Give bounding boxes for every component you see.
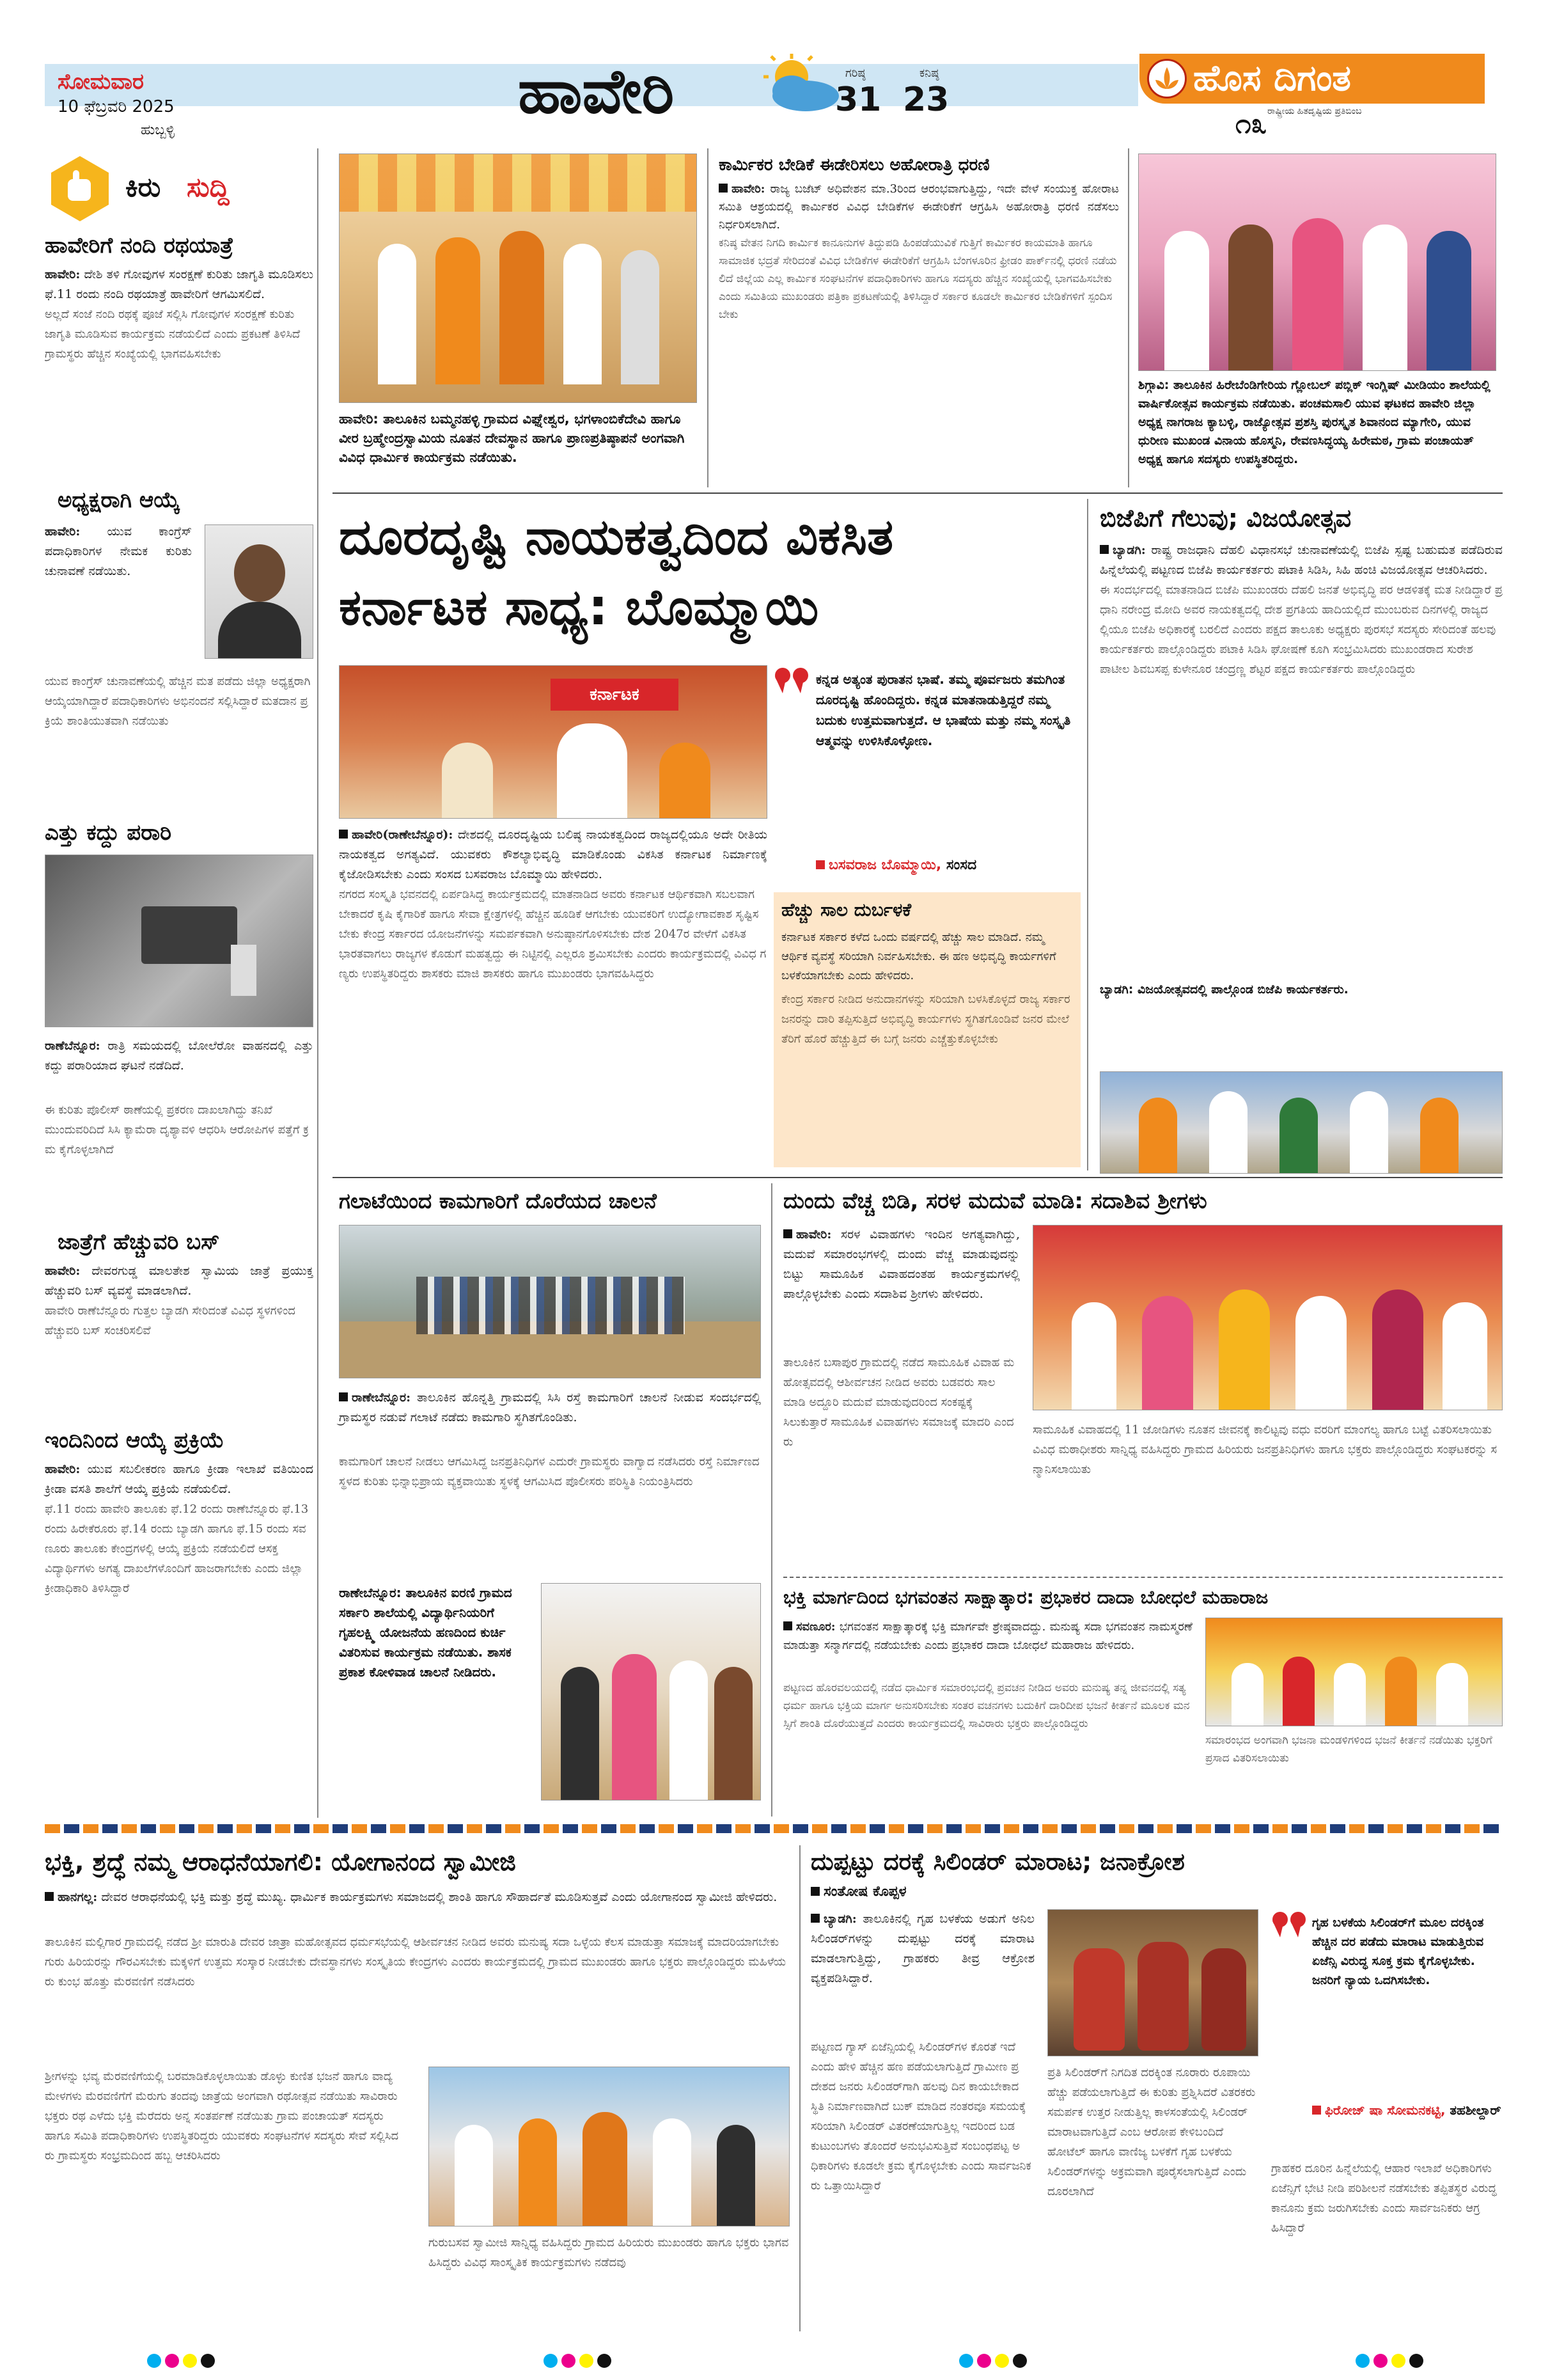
cyan-dot: [959, 2354, 973, 2368]
text-placeholder: ಸಮಾರಂಭದ ಅಂಗವಾಗಿ ಭಜನಾ ಮಂಡಳಿಗಳಿಂದ ಭಜನೆ ಕೀರ್ತನೆ ನಡೆಯಿತು ಭಕ್ತರಿಗೆ ಪ್ರಸಾದ ವಿತರಿಸಲಾಯಿತು: [1205, 1734, 1492, 1765]
dateline: ರಾಣೇಬೆನ್ನೂರ:: [352, 1391, 411, 1405]
kirusuddi-item-title: ಅಧ್ಯಕ್ಷರಾಗಿ ಆಯ್ಕೆ: [58, 487, 180, 513]
dateline: ಸವಣೂರ:: [796, 1620, 836, 1634]
galata-body: [339, 1388, 761, 1428]
yellow-dot: [579, 2354, 593, 2368]
kirusuddi-label-b: ಸುದ್ದಿ: [187, 171, 230, 203]
masthead: [0, 0, 1541, 147]
dateline: ಹಾವೇರಿ:: [731, 182, 765, 196]
dateline: ಹಾವೇರಿ:: [45, 1462, 81, 1476]
kirusuddi-item-body: [45, 265, 313, 304]
bhakti-marga-body: [783, 1618, 1193, 1655]
dateline: ಬ್ಯಾಡಗಿ:: [824, 1912, 857, 1926]
bjp-title: ಬಿಜೆಪಿಗೆ ಗೆಲುವು; ವಿಜಯೋತ್ಸವ: [1100, 504, 1352, 532]
bjp-photo: [1100, 1071, 1503, 1174]
kirusuddi-item-title: ಎತ್ತು ಕದ್ದು ಪರಾರಿ: [45, 820, 172, 846]
kirusuddi-label-a: ಕಿರು: [125, 171, 161, 203]
text-placeholder: ತಾಲೂಕಿನ ಮಲ್ಲಿಗಾರ ಗ್ರಾಮದಲ್ಲಿ ನಡೆದ ಶ್ರೀ ಮಾರುತಿ ದೇವರ ಜಾತ್ರಾ ಮಹೋತ್ಸವದ ಧರ್ಮಸಭೆಯಲ್ಲಿ ಆಶೀರ್ವಚನ ನೀಡಿದ ಅವರು ಮನುಷ್ಯ ಸದಾ ಒಳ್ಳೆಯ ಕೆಲಸ ಮಾಡುತ್ತಾ ಸಮಾಜಕ್ಕೆ ಮಾದರಿಯಾಗಬೇಕು ಗುರು ಹಿರಿಯರನ್ನು ಗೌರವಿಸಬೇಕು ಮಕ್ಕಳಿಗೆ ಉತ್ತಮ ಸಂಸ್ಕಾರ ನೀಡಬೇಕು ದೇವಸ್ಥಾನಗಳು ಸಂಸ್ಕೃತಿಯ ಕೇಂದ್ರಗಳು ಎಂದರು ಕಾರ್ಯಕ್ರಮದಲ್ಲಿ ಗ್ರಾಮದ ಮುಖಂಡರು ಹಾಗೂ ಭಕ್ತರು ಪಾಲ್ಗೊಂಡಿದ್ದರು ಮಹಿಳೆಯರು ಕುಂಭ ಹೊತ್ತು ಮೆರವಣಿಗೆ ನಡೆಸಿದರು: [45, 1935, 786, 1989]
bjp-body: [1100, 540, 1503, 580]
cylinder-body: [811, 1909, 1035, 1989]
lead-sub-text: ಕರ್ನಾಟಕ ಸರ್ಕಾರ ಕಳೆದ ಒಂದು ವರ್ಷದಲ್ಲಿ ಹೆಚ್ಚು ಸಾಲ ಮಾಡಿದೆ. ನಮ್ಮ ಆರ್ಥಿಕ ವ್ಯವಸ್ಥೆ ಸರಿಯಾಗಿ ನಿರ್ವಹಿಸಬೇಕು. ಈ ಹಣ ಅಭಿವೃದ್ಧಿ ಕಾರ್ಯಗಳಿಗೆ ಬಳಕೆಯಾಗಬೇಕು ಎಂದು ಹೇಳಿದರು.: [781, 931, 1056, 982]
bullet-icon: [719, 184, 728, 193]
lead-headline: [339, 502, 1081, 662]
text-placeholder: ಸಾಮೂಹಿಕ ವಿವಾಹದಲ್ಲಿ 11 ಜೋಡಿಗಳು ನೂತನ ಜೀವನಕ್ಕೆ ಕಾಲಿಟ್ಟವು ವಧು ವರರಿಗೆ ಮಾಂಗಲ್ಯ ಹಾಗೂ ಬಟ್ಟೆ ವಿತರಿಸಲಾಯಿತು ವಿವಿಧ ಮಠಾಧೀಶರು ಸಾನ್ನಿಧ್ಯ ವಹಿಸಿದ್ದರು ಗ್ರಾಮದ ಹಿರಿಯರು ಜನಪ್ರತಿನಿಧಿಗಳು ಹಾಗೂ ಭಕ್ತರು ಪಾಲ್ಗೊಂಡಿದ್ದರು ಸಂಘಟಕರನ್ನು ಸನ್ಮಾನಿಸಲಾಯಿತು: [1033, 1423, 1498, 1476]
text-placeholder: ಗ್ರಾಹಕರ ದೂರಿನ ಹಿನ್ನೆಲೆಯಲ್ಲಿ ಆಹಾರ ಇಲಾಖೆ ಅಧಿಕಾರಿಗಳು ಏಜೆನ್ಸಿಗೆ ಭೇಟಿ ನೀಡಿ ಪರಿಶೀಲನೆ ನಡೆಸಬೇಕು ತಪ್ಪಿತಸ್ಥರ ವಿರುದ್ಧ ಕಾನೂನು ಕ್ರಮ ಜರುಗಿಸಬೇಕು ಎಂದು ಸಾರ್ವಜನಿಕರು ಆಗ್ರಹಿಸಿದ್ದಾರೆ: [1271, 2162, 1497, 2235]
yogananda-title: ಭಕ್ತಿ, ಶ್ರದ್ಧೆ ನಮ್ಮ ಆರಾಧನೆಯಾಗಲಿ: ಯೋಗಾನಂದ ಸ್ವಾಮೀಜಿ: [45, 1848, 516, 1876]
text-placeholder: ಪಟ್ಟಣದ ಹೊರವಲಯದಲ್ಲಿ ನಡೆದ ಧಾರ್ಮಿಕ ಸಮಾರಂಭದಲ್ಲಿ ಪ್ರವಚನ ನೀಡಿದ ಅವರು ಮನುಷ್ಯ ತನ್ನ ಜೀವನದಲ್ಲಿ ಸತ್ಯ ಧರ್ಮ ಹಾಗೂ ಭಕ್ತಿಯ ಮಾರ್ಗ ಅನುಸರಿಸಬೇಕು ಸಂತರ ವಚನಗಳು ಬದುಕಿಗೆ ದಾರಿದೀಪ ಭಜನೆ ಕೀರ್ತನೆ ಮೂಲಕ ಮನಸ್ಸಿಗೆ ಶಾಂತಿ ದೊರೆಯುತ್ತದೆ ಎಂದರು ಕಾರ್ಯಕ್ರಮದಲ್ಲಿ ಸಾವಿರಾರು ಭಕ್ತರು ಪಾಲ್ಗೊಂಡಿದ್ದರು: [783, 1682, 1190, 1730]
lead-photo: [339, 665, 767, 819]
galata-text: ತಾಲೂಕಿನ ಹೊನ್ನತ್ತಿ ಗ್ರಾಮದಲ್ಲಿ ಸಿಸಿ ರಸ್ತೆ ಕಾಮಗಾರಿಗೆ ಚಾಲನೆ ನೀಡುವ ಸಂದರ್ಭದಲ್ಲಿ ಗ್ರಾಮಸ್ಥರ ನಡುವೆ ಗಲಾಟೆ ನಡೆದು ಕಾಮಗಾರಿ ಸ್ಥಗಿತಗೊಂಡಿತು.: [339, 1391, 761, 1424]
galata-story: [339, 1186, 761, 1817]
school-caption: ಶಿಗ್ಗಾವಿ: ತಾಲೂಕಿನ ಹಿರೇಬೆಂಡಿಗೇರಿಯ ಗ್ಲೋಬಲ್ ಪಬ್ಲಿಕ್ ಇಂಗ್ಲಿಷ್ ಮೀಡಿಯಂ ಶಾಲೆಯಲ್ಲಿ ವಾರ್ಷಿಕೋತ್ಸವ ಕಾರ್ಯಕ್ರಮ ನಡೆಯಿತು. ಪಂಚಮಸಾಲಿ ಯುವ ಘಟಕದ ಹಾವೇರಿ ಜಿಲ್ಲಾ ಅಧ್ಯಕ್ಷ ನಾಗರಾಜ ಕ್ಯಾಬಳ್ಳಿ, ರಾಜ್ಯೋತ್ಸವ ಪ್ರಶಸ್ತಿ ಪುರಸ್ಕೃತ ಶಿವಾನಂದ ಮ್ಯಾಗೇರಿ, ಯುವ ಧುರೀಣ ಮುಖಂಡ ವಿನಾಯ ಹೊಸ್ಮನಿ, ರೇವಣಸಿದ್ಧಯ್ಯ ಹಿರೇಮಠ, ಗ್ರಾಮ ಪಂಚಾಯತ್ ಅಧ್ಯಕ್ಷ ಹಾಗೂ ಸದಸ್ಯರು ಉಪಸ್ಥಿತರಿದ್ದರು.: [1138, 378, 1490, 466]
kirusuddi-item-text: ಯುವ ಸಬಲೀಕರಣ ಹಾಗೂ ಕ್ರೀಡಾ ಇಲಾಖೆ ವತಿಯಿಂದ ಕ್ರೀಡಾ ವಸತಿ ಶಾಲೆಗೆ ಆಯ್ಕೆ ಪ್ರಕ್ರಿಯೆ ನಡೆಯಲಿದೆ.: [45, 1462, 313, 1496]
dateline: ಹಾವೇರಿ:: [45, 267, 81, 281]
text-placeholder: ಫೆ.11 ರಂದು ಹಾವೇರಿ ತಾಲೂಕು ಫೆ.12 ರಂದು ರಾಣೆಬೆನ್ನೂರು ಫೆ.13 ರಂದು ಹಿರೇಕೆರೂರು ಫೆ.14 ರಂದು ಬ್ಯಾಡಗಿ ಹಾಗೂ ಫೆ.15 ರಂದು ಸವಣೂರು ತಾಲೂಕು ಕೇಂದ್ರಗಳಲ್ಲಿ ಆಯ್ಕೆ ಪ್ರಕ್ರಿಯೆ ನಡೆಯಲಿದೆ ಆಸಕ್ತ ವಿದ್ಯಾರ್ಥಿಗಳು ಅಗತ್ಯ ದಾಖಲೆಗಳೊಂದಿಗೆ ಹಾಜರಾಗಬೇಕು ಎಂದು ಜಿಲ್ಲಾ ಕ್ರೀಡಾಧಿಕಾರಿ ತಿಳಿಸಿದ್ದಾರೆ: [45, 1502, 309, 1595]
bullet-icon: [339, 1392, 348, 1401]
black-dot: [1409, 2354, 1423, 2368]
dateline: ಹಾವೇರಿ(ರಾಣೇಬೆನ್ನೂರ):: [352, 828, 453, 842]
kirusuddi-header: [45, 154, 313, 224]
kirusuddi-item: [45, 1426, 313, 1817]
cyan-dot: [544, 2354, 558, 2368]
divider-left: [317, 148, 318, 1818]
lead-quote-author: ಬಸವರಾಜ ಬೊಮ್ಮಾಯಿ: [829, 857, 936, 873]
wedding-photo: [1033, 1225, 1503, 1410]
section-band: [45, 1824, 1503, 1833]
black-dot: [1013, 2354, 1027, 2368]
lead-quote: ಕನ್ನಡ ಅತ್ಯಂತ ಪುರಾತನ ಭಾಷೆ. ತಮ್ಮ ಪೂರ್ವಜರು ತಮಗಿಂತ ದೂರದೃಷ್ಟಿ ಹೊಂದಿದ್ದರು. ಕನ್ನಡ ಮಾತನಾಡುತ್ತಿದ್ದರೆ ನಮ್ಮ ಬದುಕು ಉತ್ತಮವಾಗುತ್ತದೆ. ಆ ಭಾಷೆಯ ಮತ್ತು ನಮ್ಮ ಸಂಸ್ಕೃತಿ ಆತ್ಮವನ್ನು ಉಳಿಸಿಕೊಳ್ಳೋಣ.: [816, 672, 1071, 748]
galata-photo: [339, 1225, 761, 1378]
registration-marks-center: [544, 2354, 620, 2373]
cylinder-reporter: [811, 1884, 1503, 1900]
black-dot: [201, 2354, 215, 2368]
yellow-dot: [995, 2354, 1009, 2368]
yogananda-story: [45, 1845, 790, 2331]
text-placeholder: ಅಲ್ಲದೆ ಸಂಜೆ ನಂದಿ ರಥಕ್ಕೆ ಪೂಜೆ ಸಲ್ಲಿಸಿ ಗೋವುಗಳ ಸಂರಕ್ಷಣೆ ಕುರಿತು ಜಾಗೃತಿ ಮೂಡಿಸುವ ಕಾರ್ಯಕ್ರಮ ನಡೆಯಲಿದೆ ಎಂದು ಪ್ರಕಟಣೆ ತಿಳಿಸಿದೆ ಗ್ರಾಮಸ್ಥರು ಹೆಚ್ಚಿನ ಸಂಖ್ಯೆಯಲ್ಲಿ ಭಾಗವಹಿಸಬೇಕು: [45, 308, 301, 361]
weather-cloud-icon: [755, 54, 844, 118]
text-placeholder: ಕನಿಷ್ಠ ವೇತನ ನಿಗದಿ ಕಾರ್ಮಿಕ ಕಾನೂನುಗಳ ತಿದ್ದುಪಡಿ ಹಿಂಪಡೆಯುವಿಕೆ ಗುತ್ತಿಗೆ ಕಾರ್ಮಿಕರ ಕಾಯಮಾತಿ ಹಾಗೂ ಸಾಮಾಜಿಕ ಭದ್ರತೆ ಸೇರಿದಂತೆ ವಿವಿಧ ಬೇಡಿಕೆಗಳ ಈಡೇರಿಕೆಗೆ ಆಗ್ರಹಿಸಿ ಬೆಂಗಳೂರಿನ ಫ್ರೀಡಂ ಪಾರ್ಕ್‌ನಲ್ಲಿ ಧರಣಿ ನಡೆಯಲಿದೆ ಜಿಲ್ಲೆಯ ಎಲ್ಲ ಕಾರ್ಮಿಕ ಸಂಘಟನೆಗಳ ಪದಾಧಿಕಾರಿಗಳು ಹಾಗೂ ಸದಸ್ಯರು ಹೆಚ್ಚಿನ ಸಂಖ್ಯೆಯಲ್ಲಿ ಭಾಗವಹಿಸಬೇಕು ಎಂದು ಸಮಿತಿಯ ಮುಖಂಡರು ಪತ್ರಿಕಾ ಪ್ರಕಟಣೆಯಲ್ಲಿ ತಿಳಿಸಿದ್ದಾರೆ ಸರ್ಕಾರ ಕೂಡಲೇ ಕಾರ್ಮಿಕರ ಬೇಡಿಕೆಗಳಿಗೆ ಸ್ಪಂದಿಸಬೇಕು: [719, 237, 1117, 321]
cylinder-photo: [1047, 1909, 1258, 2056]
page-number: ೧೩: [1235, 107, 1267, 140]
divider-top-2: [1128, 148, 1129, 487]
kirusuddi-item-text: ರಾತ್ರಿ ಸಮಯದಲ್ಲಿ ಬೋಲೆರೋ ವಾಹನದಲ್ಲಿ ಎತ್ತು ಕದ್ದು ಪರಾರಿಯಾದ ಘಟನೆ ನಡೆದಿದೆ.: [45, 1039, 313, 1073]
kirusuddi-item-body: [45, 1261, 313, 1301]
bullet-icon: [816, 860, 825, 869]
cylinder-quote-byline: ಫಿರೋಜ್ ಷಾ ಸೋಮನಕಟ್ಟಿ, ತಹಶೀಲ್ದಾರ್: [1312, 2101, 1503, 2119]
lead-body: [339, 825, 767, 1164]
dateline: ಹಾನಗಲ್ಲ:: [58, 1890, 98, 1904]
bhakti-marga-story: [783, 1583, 1503, 1820]
bjp-text: ರಾಷ್ಟ್ರ ರಾಜಧಾನಿ ದೆಹಲಿ ವಿಧಾನಸಭೆ ಚುನಾವಣೆಯಲ್ಲಿ ಬಿಜೆಪಿ ಸ್ಪಷ್ಟ ಬಹುಮತ ಪಡೆದಿರುವ ಹಿನ್ನೆಲೆಯಲ್ಲಿ ಪಟ್ಟಣದ ಬಿಜೆಪಿ ಕಾರ್ಯಕರ್ತರು ಪಟಾಕಿ ಸಿಡಿಸಿ, ಸಿಹಿ ಹಂಚಿ ವಿಜಯೋತ್ಸವ ಆಚರಿಸಿದರು.: [1100, 543, 1503, 577]
reporter-name: ಸಂತೋಷ ಕೊಪ್ಪಳ: [824, 1884, 907, 1900]
place-label: ಹುಬ್ಬಳ್ಳಿ: [141, 122, 175, 138]
cylinder-quote-role: ತಹಶೀಲ್ದಾರ್: [1450, 2102, 1501, 2118]
kirusuddi-item-title: ಜಾತ್ರೆಗೆ ಹೆಚ್ಚುವರಿ ಬಸ್: [58, 1229, 220, 1255]
registration-marks-left: [147, 2354, 224, 2373]
magenta-dot: [561, 2354, 575, 2368]
kirusuddi-item-body: [45, 1036, 313, 1076]
yellow-dot: [1391, 2354, 1405, 2368]
kirusuddi-item: [45, 232, 313, 475]
galata-caption: ರಾಣೇಬೆನ್ನೂರ: ತಾಲೂಕಿನ ಐರಣಿ ಗ್ರಾಮದ ಸರ್ಕಾರಿ ಶಾಲೆಯಲ್ಲಿ ವಿದ್ಯಾರ್ಥಿನಿಯರಿಗೆ ಗೃಹಲಕ್ಷ್ಮಿ ಯೋಜನೆಯ ಹಣದಿಂದ ಕುರ್ಚಿ ವಿತರಿಸುವ ಕಾರ್ಯಕ್ರಮ ನಡೆಯಿತು. ಶಾಸಕ ಪ್ರಕಾಶ ಕೋಳಿವಾಡ ಚಾಲನೆ ನೀಡಿದರು.: [339, 1585, 512, 1680]
paper-logo: [1139, 42, 1485, 138]
registration-marks-right: [959, 2354, 1036, 2373]
lotus-emblem-icon: [1147, 59, 1187, 99]
bhakti-marga-text: ಭಗವಂತನ ಸಾಕ್ಷಾತ್ಕಾರಕ್ಕೆ ಭಕ್ತಿ ಮಾರ್ಗವೇ ಶ್ರೇಷ್ಠವಾದದ್ದು. ಮನುಷ್ಯ ಸದಾ ಭಗವಂತನ ನಾಮಸ್ಮರಣೆ ಮಾಡುತ್ತಾ ಸನ್ಮಾರ್ಗದಲ್ಲಿ ನಡೆಯಬೇಕು ಎಂದು ಪ್ರಭಾಕರ ದಾದಾ ಬೋಧಲೆ ಮಹಾರಾಜ ಹೇಳಿದರು.: [783, 1620, 1193, 1652]
paper-tagline: ರಾಷ್ಟ್ರೀಯ ಹಿತದೃಷ್ಟಿಯ ಪ್ರತಿಬಿಂಬ: [1267, 106, 1362, 116]
bhakti-marga-title: ಭಕ್ತಿ ಮಾರ್ಗದಿಂದ ಭಗವಂತನ ಸಾಕ್ಷಾತ್ಕಾರ: ಪ್ರಭಾಕರ ದಾದಾ ಬೋಧಲೆ ಮಹಾರಾಜ: [783, 1586, 1269, 1608]
bhakti-marga-photo: [1205, 1618, 1503, 1726]
text-placeholder: ಕೇಂದ್ರ ಸರ್ಕಾರ ನೀಡಿದ ಅನುದಾನಗಳನ್ನು ಸರಿಯಾಗಿ ಬಳಸಿಕೊಳ್ಳದೆ ರಾಜ್ಯ ಸರ್ಕಾರ ಜನರನ್ನು ದಾರಿ ತಪ್ಪಿಸುತ್ತಿದೆ ಅಭಿವೃದ್ಧಿ ಕಾರ್ಯಗಳು ಸ್ಥಗಿತಗೊಂಡಿವೆ ಜನರ ಮೇಲೆ ತೆರಿಗೆ ಹೊರೆ ಹೆಚ್ಚುತ್ತಿದೆ ಈ ಬಗ್ಗೆ ಜನರು ಎಚ್ಚೆತ್ತುಕೊಳ್ಳಬೇಕು: [781, 993, 1070, 1046]
bullet-icon: [783, 1229, 792, 1238]
text-placeholder: ಶ್ರೀಗಳನ್ನು ಭವ್ಯ ಮೆರವಣಿಗೆಯಲ್ಲಿ ಬರಮಾಡಿಕೊಳ್ಳಲಾಯಿತು ಡೊಳ್ಳು ಕುಣಿತ ಭಜನೆ ಹಾಗೂ ವಾದ್ಯ ಮೇಳಗಳು ಮೆರವಣಿಗೆಗೆ ಮೆರುಗು ತಂದವು ಜಾತ್ರೆಯ ಅಂಗವಾಗಿ ರಥೋತ್ಸವ ನಡೆಯಿತು ಸಾವಿರಾರು ಭಕ್ತರು ರಥ ಎಳೆದು ಭಕ್ತಿ ಮೆರೆದರು ಅನ್ನ ಸಂತರ್ಪಣೆ ನಡೆಯಿತು ಗ್ರಾಮ ಪಂಚಾಯತ್ ಸದಸ್ಯರು ಹಾಗೂ ಸಮಿತಿ ಪದಾಧಿಕಾರಿಗಳು ಉಪಸ್ಥಿತರಿದ್ದರು ಯುವಕರು ಸಂಘಟನೆಗಳ ಸದಸ್ಯರು ಸೇವೆ ಸಲ್ಲಿಸಿದರು ಗ್ರಾಮಸ್ಥರು ಸಂಭ್ರಮದಿಂದ ಹಬ್ಬ ಆಚರಿಸಿದರು: [45, 2070, 399, 2163]
school-chair-photo: [541, 1583, 761, 1801]
divider-bottom: [799, 1845, 801, 2331]
max-temp: 31: [835, 81, 882, 119]
lead-quote-role: ಸಂಸದ: [946, 857, 977, 873]
rule-below-lead: [332, 1177, 1503, 1178]
labour-text: ರಾಜ್ಯ ಬಜೆಟ್ ಅಧಿವೇಶನ ಮಾ.3ರಿಂದ ಆರಂಭವಾಗುತ್ತಿದ್ದು, ಇದೇ ವೇಳೆ ಸಂಯುಕ್ತ ಹೋರಾಟ ಸಮಿತಿ ಆಶ್ರಯದಲ್ಲಿ ಕಾರ್ಮಿಕರ ವಿವಿಧ ಬೇಡಿಕೆಗಳ ಈಡೇರಿಕೆಗೆ ಆಗ್ರಹಿಸಿ ಅಹೋರಾತ್ರಿ ಧರಣಿ ನಡೆಸಲು ನಿರ್ಧರಿಸಲಾಗಿದೆ.: [719, 182, 1119, 232]
text-placeholder: ತಾಲೂಕಿನ ಬಸಾಪುರ ಗ್ರಾಮದಲ್ಲಿ ನಡೆದ ಸಾಮೂಹಿಕ ವಿವಾಹ ಮಹೋತ್ಸವದಲ್ಲಿ ಆಶೀರ್ವಚನ ನೀಡಿದ ಅವರು ಬಡವರು ಸಾಲ ಮಾಡಿ ಅದ್ದೂರಿ ಮದುವೆ ಮಾಡುವುದರಿಂದ ಸಂಕಷ್ಟಕ್ಕೆ ಸಿಲುಕುತ್ತಾರೆ ಸಾಮೂಹಿಕ ವಿವಾಹಗಳು ಸಮಾಜಕ್ಕೆ ಮಾದರಿ ಎಂದರು: [783, 1356, 1015, 1449]
dundu-story: [783, 1186, 1503, 1570]
cctv-photo: [45, 855, 313, 1027]
min-temp: 23: [903, 81, 950, 119]
quote-mark-icon: [1271, 1909, 1310, 1941]
yogananda-text: ದೇವರ ಆರಾಧನೆಯಲ್ಲಿ ಭಕ್ತಿ ಮತ್ತು ಶ್ರದ್ಧೆ ಮುಖ್ಯ. ಧಾರ್ಮಿಕ ಕಾರ್ಯಕ್ರಮಗಳು ಸಮಾಜದಲ್ಲಿ ಶಾಂತಿ ಹಾಗೂ ಸೌಹಾರ್ದತೆ ಮೂಡಿಸುತ್ತವೆ ಎಂದು ಯೋಗಾನಂದ ಸ್ವಾಮೀಜಿ ಹೇಳಿದರು.: [101, 1890, 778, 1904]
text-placeholder: ಯುವ ಕಾಂಗ್ರೆಸ್ ಚುನಾವಣೆಯಲ್ಲಿ ಹೆಚ್ಚಿನ ಮತ ಪಡೆದು ಜಿಲ್ಲಾ ಅಧ್ಯಕ್ಷರಾಗಿ ಆಯ್ಕೆಯಾಗಿದ್ದಾರೆ ಪದಾಧಿಕಾರಿಗಳು ಅಭಿನಂದನೆ ಸಲ್ಲಿಸಿದ್ದಾರೆ ಮತದಾನ ಪ್ರಕ್ರಿಯೆ ಶಾಂತಿಯುತವಾಗಿ ನಡೆಯಿತು: [45, 675, 311, 728]
kirusuddi-item-body: [45, 522, 192, 581]
bjp-caption: ಬ್ಯಾಡಗಿ: ವಿಜಯೋತ್ಸವದಲ್ಲಿ ಪಾಲ್ಗೊಂಡ ಬಿಜೆಪಿ ಕಾರ್ಯಕರ್ತರು.: [1100, 982, 1349, 997]
kirusuddi-item: [45, 486, 313, 806]
divider-lead: [1087, 499, 1088, 1170]
text-placeholder: ಕಾಮಗಾರಿಗೆ ಚಾಲನೆ ನೀಡಲು ಆಗಮಿಸಿದ್ದ ಜನಪ್ರತಿನಿಧಿಗಳ ಎದುರೇ ಗ್ರಾಮಸ್ಥರು ವಾಗ್ವಾದ ನಡೆಸಿದರು ರಸ್ತೆ ನಿರ್ಮಾಣದ ಸ್ಥಳದ ಕುರಿತು ಭಿನ್ನಾಭಿಪ್ರಾಯ ವ್ಯಕ್ತವಾಯಿತು ಸ್ಥಳಕ್ಕೆ ಆಗಮಿಸಿದ ಪೊಲೀಸರು ಪರಿಸ್ಥಿತಿ ನಿಯಂತ್ರಿಸಿದರು: [339, 1455, 760, 1488]
cylinder-quote-box: [1271, 1909, 1503, 2152]
kirusuddi-item-body: [45, 1460, 313, 1499]
day-label: ಸೋಮವಾರ: [58, 69, 145, 95]
yellow-dot: [183, 2354, 197, 2368]
date-label: 10 ಫೆಬ್ರವರಿ 2025: [58, 97, 175, 116]
labour-title: ಕಾರ್ಮಿಕರ ಬೇಡಿಕೆ ಈಡೇರಿಸಲು ಅಹೋರಾತ್ರಿ ಧರಣಿ: [719, 155, 990, 175]
kirusuddi-item: [45, 1228, 313, 1414]
date-block: [58, 64, 390, 147]
dundu-text: ಸರಳ ವಿವಾಹಗಳು ಇಂದಿನ ಅಗತ್ಯವಾಗಿದ್ದು, ಮದುವೆ ಸಮಾರಂಭಗಳಲ್ಲಿ ದುಂದು ವೆಚ್ಚ ಮಾಡುವುದನ್ನು ಬಿಟ್ಟು ಸಾಮೂಹಿಕ ವಿವಾಹದಂತಹ ಕಾರ್ಯಕ್ರಮಗಳಲ್ಲಿ ಪಾಲ್ಗೊಳ್ಳಬೇಕು ಎಂದು ಸದಾಶಿವ ಶ್ರೀಗಳು ಹೇಳಿದರು.: [783, 1227, 1020, 1301]
lead-headline-line1: ದೂರದೃಷ್ಟಿ ನಾಯಕತ್ವದಿಂದ ವಿಕಸಿತ: [339, 508, 894, 566]
dundu-title: ದುಂದು ವೆಚ್ಚ ಬಿಡಿ, ಸರಳ ಮದುವೆ ಮಾಡಿ: ಸದಾಶಿವ ಶ್ರೀಗಳು: [783, 1188, 1207, 1214]
temple-caption: ಹಾವೇರಿ: ತಾಲೂಕಿನ ಬಮ್ಮನಹಳ್ಳಿ ಗ್ರಾಮದ ವಿಘ್ನೇಶ್ವರ, ಭಗಳಾಂಬಿಕೆದೇವಿ ಹಾಗೂ ವೀರ ಬ್ರಹ್ಮೇಂದ್ರಸ್ವಾಮಿಯ ನೂತನ ದೇವಸ್ಥಾನ ಹಾಗೂ ಪ್ರಾಣಪ್ರತಿಷ್ಠಾಪನೆ ಅಂಗವಾಗಿ ವಿವಿಧ ಧಾರ್ಮಿಕ ಕಾರ್ಯಕ್ರಮ ನಡೆಯಿತು.: [339, 411, 685, 465]
cyan-dot: [1356, 2354, 1370, 2368]
lead-text: ದೇಶದಲ್ಲಿ ದೂರದೃಷ್ಟಿಯ ಬಲಿಷ್ಠ ನಾಯಕತ್ವದಿಂದ ರಾಜ್ಯದಲ್ಲಿಯೂ ಅದೇ ರೀತಿಯ ನಾಯಕತ್ವದ ಅಗತ್ಯವಿದೆ. ಯುವಕರು ಕೌಶಲ್ಯಾಭಿವೃದ್ಧಿ ಮಾಡಿಕೊಂಡು ವಿಕಸಿತ ಕರ್ನಾಟಕ ನಿರ್ಮಾಣಕ್ಕೆ ಕೈಜೋಡಿಸಬೇಕು ಎಂದು ಸಂಸದ ಬಸವರಾಜ ಬೊಮ್ಮಾಯಿ ಹೇಳಿದರು.: [339, 828, 767, 881]
kirusuddi-item-title: ಇಂದಿನಿಂದ ಆಯ್ಕೆ ಪ್ರಕ್ರಿಯೆ: [45, 1428, 224, 1453]
magenta-dot: [165, 2354, 179, 2368]
paper-name: ಹೊಸ ದಿಗಂತ: [1193, 58, 1351, 99]
registration-marks-far-right: [1356, 2354, 1432, 2373]
bullet-icon: [339, 830, 348, 839]
min-temp-label: ಕನಿಷ್ಠ: [919, 67, 939, 80]
dundu-body: [783, 1225, 1020, 1304]
labour-story: [719, 154, 1119, 486]
kirusuddi-item-text: ದೇಶಿ ತಳಿ ಗೋವುಗಳ ಸಂರಕ್ಷಣೆ ಕುರಿತು ಜಾಗೃತಿ ಮೂಡಿಸಲು ಫೆ.11 ರಂದು ನಂದಿ ರಥಯಾತ್ರೆ ಹಾವೇರಿಗೆ ಆಗಮಿಸಲಿದೆ.: [45, 267, 313, 301]
black-dot: [597, 2354, 611, 2368]
text-placeholder: ನಗರದ ಸಂಸ್ಕೃತಿ ಭವನದಲ್ಲಿ ಏರ್ಪಡಿಸಿದ್ದ ಕಾರ್ಯಕ್ರಮದಲ್ಲಿ ಮಾತನಾಡಿದ ಅವರು ಕರ್ನಾಟಕ ಆರ್ಥಿಕವಾಗಿ ಸಬಲವಾಗಬೇಕಾದರೆ ಕೃಷಿ ಕೈಗಾರಿಕೆ ಹಾಗೂ ಸೇವಾ ಕ್ಷೇತ್ರಗಳಲ್ಲಿ ಹೆಚ್ಚಿನ ಹೂಡಿಕೆ ಆಗಬೇಕು ಯುವಕರಿಗೆ ಉದ್ಯೋಗಾವಕಾಶ ಸೃಷ್ಟಿಸಬೇಕು ಕೇಂದ್ರ ಸರ್ಕಾರದ ಯೋಜನೆಗಳನ್ನು ಸಮರ್ಪಕವಾಗಿ ಅನುಷ್ಠಾನಗೊಳಿಸಬೇಕು ದೇಶ 2047ರ ವೇಳೆಗೆ ವಿಕಸಿತ ಭಾರತವಾಗಲು ರಾಜ್ಯಗಳ ಕೊಡುಗೆ ಮಹತ್ವದ್ದು ಈ ನಿಟ್ಟಿನಲ್ಲಿ ಎಲ್ಲರೂ ಶ್ರಮಿಸಬೇಕು ಎಂದರು ಕಾರ್ಯಕ್ರಮದಲ್ಲಿ ವಿವಿಧ ಗಣ್ಯರು ಉಪಸ್ಥಿತರಿದ್ದರು ಶಾಸಕರು ಮಾಜಿ ಶಾಸಕರು ಹಾಗೂ ಮುಖಂಡರು ಭಾಗವಹಿಸಿದ್ದರು: [339, 888, 767, 981]
kirusuddi-item-title: ಹಾವೇರಿಗೆ ನಂದಿ ರಥಯಾತ್ರೆ: [45, 233, 234, 258]
divider-mid: [771, 1183, 772, 1817]
labour-body: [719, 180, 1119, 234]
bullet-icon: [1312, 2106, 1321, 2115]
dateline: ಹಾವೇರಿ:: [796, 1227, 832, 1241]
bullet-icon: [783, 1621, 792, 1630]
cylinder-text: ತಾಲೂಕಿನಲ್ಲಿ ಗೃಹ ಬಳಕೆಯ ಅಡುಗೆ ಅನಿಲ ಸಿಲಿಂಡರ್‌ಗಳನ್ನು ದುಪ್ಪಟ್ಟು ದರಕ್ಕೆ ಮಾರಾಟ ಮಾಡಲಾಗುತ್ತಿದ್ದು, ಗ್ರಾಹಕರು ತೀವ್ರ ಆಕ್ರೋಶ ವ್ಯಕ್ತಪಡಿಸಿದ್ದಾರೆ.: [811, 1912, 1035, 1985]
rule-dundu: [783, 1577, 1503, 1578]
lead-quote-byline: ಬಸವರಾಜ ಬೊಮ್ಮಾಯಿ, ಸಂಸದ: [816, 857, 1078, 873]
lead-headline-line2: ಕರ್ನಾಟಕ ಸಾಧ್ಯ: ಬೊಮ್ಮಾಯಿ: [339, 579, 819, 636]
lead-body-text: [339, 825, 767, 885]
yogananda-body: [45, 1887, 790, 1907]
dateline: ರಾಣೆಬೆನ್ನೂರ:: [45, 1039, 100, 1053]
cylinder-quote-author: ಫಿರೋಜ್ ಷಾ ಸೋಮನಕಟ್ಟಿ: [1325, 2102, 1441, 2118]
galata-title: ಗಲಾಟೆಯಿಂದ ಕಾಮಗಾರಿಗೆ ದೊರೆಯದ ಚಾಲನೆ: [339, 1188, 657, 1213]
bullet-icon: [811, 1887, 820, 1896]
lead-sub-box: [774, 892, 1081, 1167]
magenta-dot: [1373, 2354, 1388, 2368]
text-placeholder: ಪಟ್ಟಣದ ಗ್ಯಾಸ್ ಏಜೆನ್ಸಿಯಲ್ಲಿ ಸಿಲಿಂಡರ್‌ಗಳ ಕೊರತೆ ಇದೆ ಎಂದು ಹೇಳಿ ಹೆಚ್ಚಿನ ಹಣ ಪಡೆಯಲಾಗುತ್ತಿದೆ ಗ್ರಾಮೀಣ ಪ್ರದೇಶದ ಜನರು ಸಿಲಿಂಡರ್‌ಗಾಗಿ ಹಲವು ದಿನ ಕಾಯಬೇಕಾದ ಸ್ಥಿತಿ ನಿರ್ಮಾಣವಾಗಿದೆ ಬುಕ್ ಮಾಡಿದ ನಂತರವೂ ಸಮಯಕ್ಕೆ ಸರಿಯಾಗಿ ಸಿಲಿಂಡರ್ ವಿತರಣೆಯಾಗುತ್ತಿಲ್ಲ ಇದರಿಂದ ಬಡ ಕುಟುಂಬಗಳು ತೊಂದರೆ ಅನುಭವಿಸುತ್ತಿವೆ ಸಂಬಂಧಪಟ್ಟ ಅಧಿಕಾರಿಗಳು ಕೂಡಲೇ ಕ್ರಮ ಕೈಗೊಳ್ಳಬೇಕು ಎಂದು ಸಾರ್ವಜನಿಕರು ಒತ್ತಾಯಿಸಿದ್ದಾರೆ: [811, 2040, 1031, 2193]
bjp-story: [1100, 502, 1503, 1174]
school-event-photo: [1138, 154, 1496, 371]
yogananda-photo: [428, 2067, 790, 2226]
city-title: ಹಾವೇರಿ: [518, 56, 675, 127]
kirusuddi-item-text: ಯುವ ಕಾಂಗ್ರೆಸ್ ಪದಾಧಿಕಾರಿಗಳ ನೇಮಕ ಕುರಿತು ಚುನಾವಣೆ ನಡೆಯಿತು.: [45, 524, 192, 578]
bullet-icon: [1100, 545, 1109, 554]
dateline: ಹಾವೇರಿ:: [45, 524, 81, 539]
text-placeholder: ಹಾವೇರಿ ರಾಣೆಬೆನ್ನೂರು ಗುತ್ತಲ ಬ್ಯಾಡಗಿ ಸೇರಿದಂತೆ ವಿವಿಧ ಸ್ಥಳಗಳಿಂದ ಹೆಚ್ಚುವರಿ ಬಸ್ ಸಂಚರಿಸಲಿವೆ: [45, 1304, 295, 1337]
stage-banner: ಕರ್ನಾಟಕ: [551, 679, 678, 711]
portrait-photo: [205, 524, 313, 659]
text-placeholder: ಗುರುಬಸವ ಸ್ವಾಮೀಜಿ ಸಾನ್ನಿಧ್ಯ ವಹಿಸಿದ್ದರು ಗ್ರಾಮದ ಹಿರಿಯರು ಮುಖಂಡರು ಹಾಗೂ ಭಕ್ತರು ಭಾಗವಹಿಸಿದ್ದರು ವಿವಿಧ ಸಾಂಸ್ಕೃತಿಕ ಕಾರ್ಯಕ್ರಮಗಳು ನಡೆದವು: [428, 2236, 789, 2269]
dateline: ಬ್ಯಾಡಗಿ:: [1113, 543, 1146, 557]
kirusuddi-item: [45, 819, 313, 1215]
cylinder-quote: ಗೃಹ ಬಳಕೆಯ ಸಿಲಿಂಡರ್‌ಗೆ ಮೂಲ ದರಕ್ಕಿಂತ ಹೆಚ್ಚಿನ ದರ ಪಡೆದು ಮಾರಾಟ ಮಾಡುತ್ತಿರುವ ಏಜೆನ್ಸಿ ವಿರುದ್ಧ ಸೂಕ್ತ ಕ್ರಮ ಕೈಗೊಳ್ಳಬೇಕು. ಜನರಿಗೆ ನ್ಯಾಯ ಒದಗಿಸಬೇಕು.: [1312, 1916, 1484, 1987]
cyan-dot: [147, 2354, 161, 2368]
max-temp-label: ಗರಿಷ್ಠ: [845, 67, 866, 80]
hand-icon: [45, 154, 115, 224]
bullet-icon: [811, 1914, 820, 1923]
kirusuddi-item-text: ದೇವರಗುಡ್ಡ ಮಾಲತೇಶ ಸ್ವಾಮಿಯ ಜಾತ್ರೆ ಪ್ರಯುಕ್ತ ಹೆಚ್ಚುವರಿ ಬಸ್ ವ್ಯವಸ್ಥೆ ಮಾಡಲಾಗಿದೆ.: [45, 1264, 313, 1298]
lead-quote-box: [774, 665, 1081, 886]
temple-event-photo: [339, 154, 697, 403]
divider-top-1: [707, 148, 708, 487]
cylinder-story: [811, 1845, 1503, 2331]
text-placeholder: ಈ ಕುರಿತು ಪೊಲೀಸ್ ಠಾಣೆಯಲ್ಲಿ ಪ್ರಕರಣ ದಾಖಲಾಗಿದ್ದು ತನಿಖೆ ಮುಂದುವರಿದಿದೆ ಸಿಸಿ ಕ್ಯಾಮೆರಾ ದೃಶ್ಯಾವಳಿ ಆಧರಿಸಿ ಆರೋಪಿಗಳ ಪತ್ತೆಗೆ ಕ್ರಮ ಕೈಗೊಳ್ಳಲಾಗಿದೆ: [45, 1103, 309, 1156]
lead-sub-title: ಹೆಚ್ಚು ಸಾಲ ದುರ್ಬಳಕೆ: [781, 899, 912, 920]
cylinder-title: ದುಪ್ಪಟ್ಟು ದರಕ್ಕೆ ಸಿಲಿಂಡರ್ ಮಾರಾಟ; ಜನಾಕ್ರೋಶ: [811, 1848, 1185, 1875]
text-placeholder: ಪ್ರತಿ ಸಿಲಿಂಡರ್‌ಗೆ ನಿಗದಿತ ದರಕ್ಕಿಂತ ನೂರಾರು ರೂಪಾಯಿ ಹೆಚ್ಚು ಪಡೆಯಲಾಗುತ್ತಿದೆ ಈ ಕುರಿತು ಪ್ರಶ್ನಿಸಿದರೆ ವಿತರಕರು ಸಮರ್ಪಕ ಉತ್ತರ ನೀಡುತ್ತಿಲ್ಲ ಕಾಳಸಂತೆಯಲ್ಲಿ ಸಿಲಿಂಡರ್ ಮಾರಾಟವಾಗುತ್ತಿದೆ ಎಂಬ ಆರೋಪ ಕೇಳಿಬಂದಿದೆ ಹೋಟೆಲ್ ಹಾಗೂ ವಾಣಿಜ್ಯ ಬಳಕೆಗೆ ಗೃಹ ಬಳಕೆಯ ಸಿಲಿಂಡರ್‌ಗಳನ್ನು ಅಕ್ರಮವಾಗಿ ಪೂರೈಸಲಾಗುತ್ತಿದೆ ಎಂದು ದೂರಲಾಗಿದೆ: [1047, 2066, 1256, 2198]
rule-below-top: [332, 493, 1503, 494]
text-placeholder: ಈ ಸಂದರ್ಭದಲ್ಲಿ ಮಾತನಾಡಿದ ಬಿಜೆಪಿ ಮುಖಂಡರು ದೆಹಲಿ ಜನತೆ ಅಭಿವೃದ್ಧಿ ಪರ ಆಡಳಿತಕ್ಕೆ ಮತ ನೀಡಿದ್ದಾರೆ ಪ್ರಧಾನಿ ನರೇಂದ್ರ ಮೋದಿ ಅವರ ನಾಯಕತ್ವದಲ್ಲಿ ದೇಶ ಪ್ರಗತಿಯ ಹಾದಿಯಲ್ಲಿದೆ ಮುಂಬರುವ ದಿನಗಳಲ್ಲಿ ರಾಜ್ಯದಲ್ಲಿಯೂ ಬಿಜೆಪಿ ಅಧಿಕಾರಕ್ಕೆ ಬರಲಿದೆ ಎಂದರು ಪಕ್ಷದ ತಾಲೂಕು ಅಧ್ಯಕ್ಷರು ಪುರಸಭೆ ಸದಸ್ಯರು ಸೇರಿದಂತೆ ಹಲವು ಕಾರ್ಯಕರ್ತರು ಪಾಲ್ಗೊಂಡಿದ್ದರು ಪಟಾಕಿ ಸಿಡಿಸಿ ಘೋಷಣೆ ಕೂಗಿ ಸಂಭ್ರಮಿಸಿದರು ಮುಖಂಡರಾದ ಸುರೇಶ ಪಾಟೀಲ ಶಿವಬಸಪ್ಪ ಕುಳೇನೂರ ಚಂದ್ರಣ್ಣ ಶೆಟ್ಟರ ಪಕ್ಷದ ಕಾರ್ಯಕರ್ತರು ಪಾಲ್ಗೊಂಡಿದ್ದರು: [1100, 583, 1503, 676]
bullet-icon: [45, 1892, 54, 1901]
quote-mark-icon: [774, 665, 812, 697]
magenta-dot: [977, 2354, 991, 2368]
dateline: ಹಾವೇರಿ:: [45, 1264, 81, 1278]
